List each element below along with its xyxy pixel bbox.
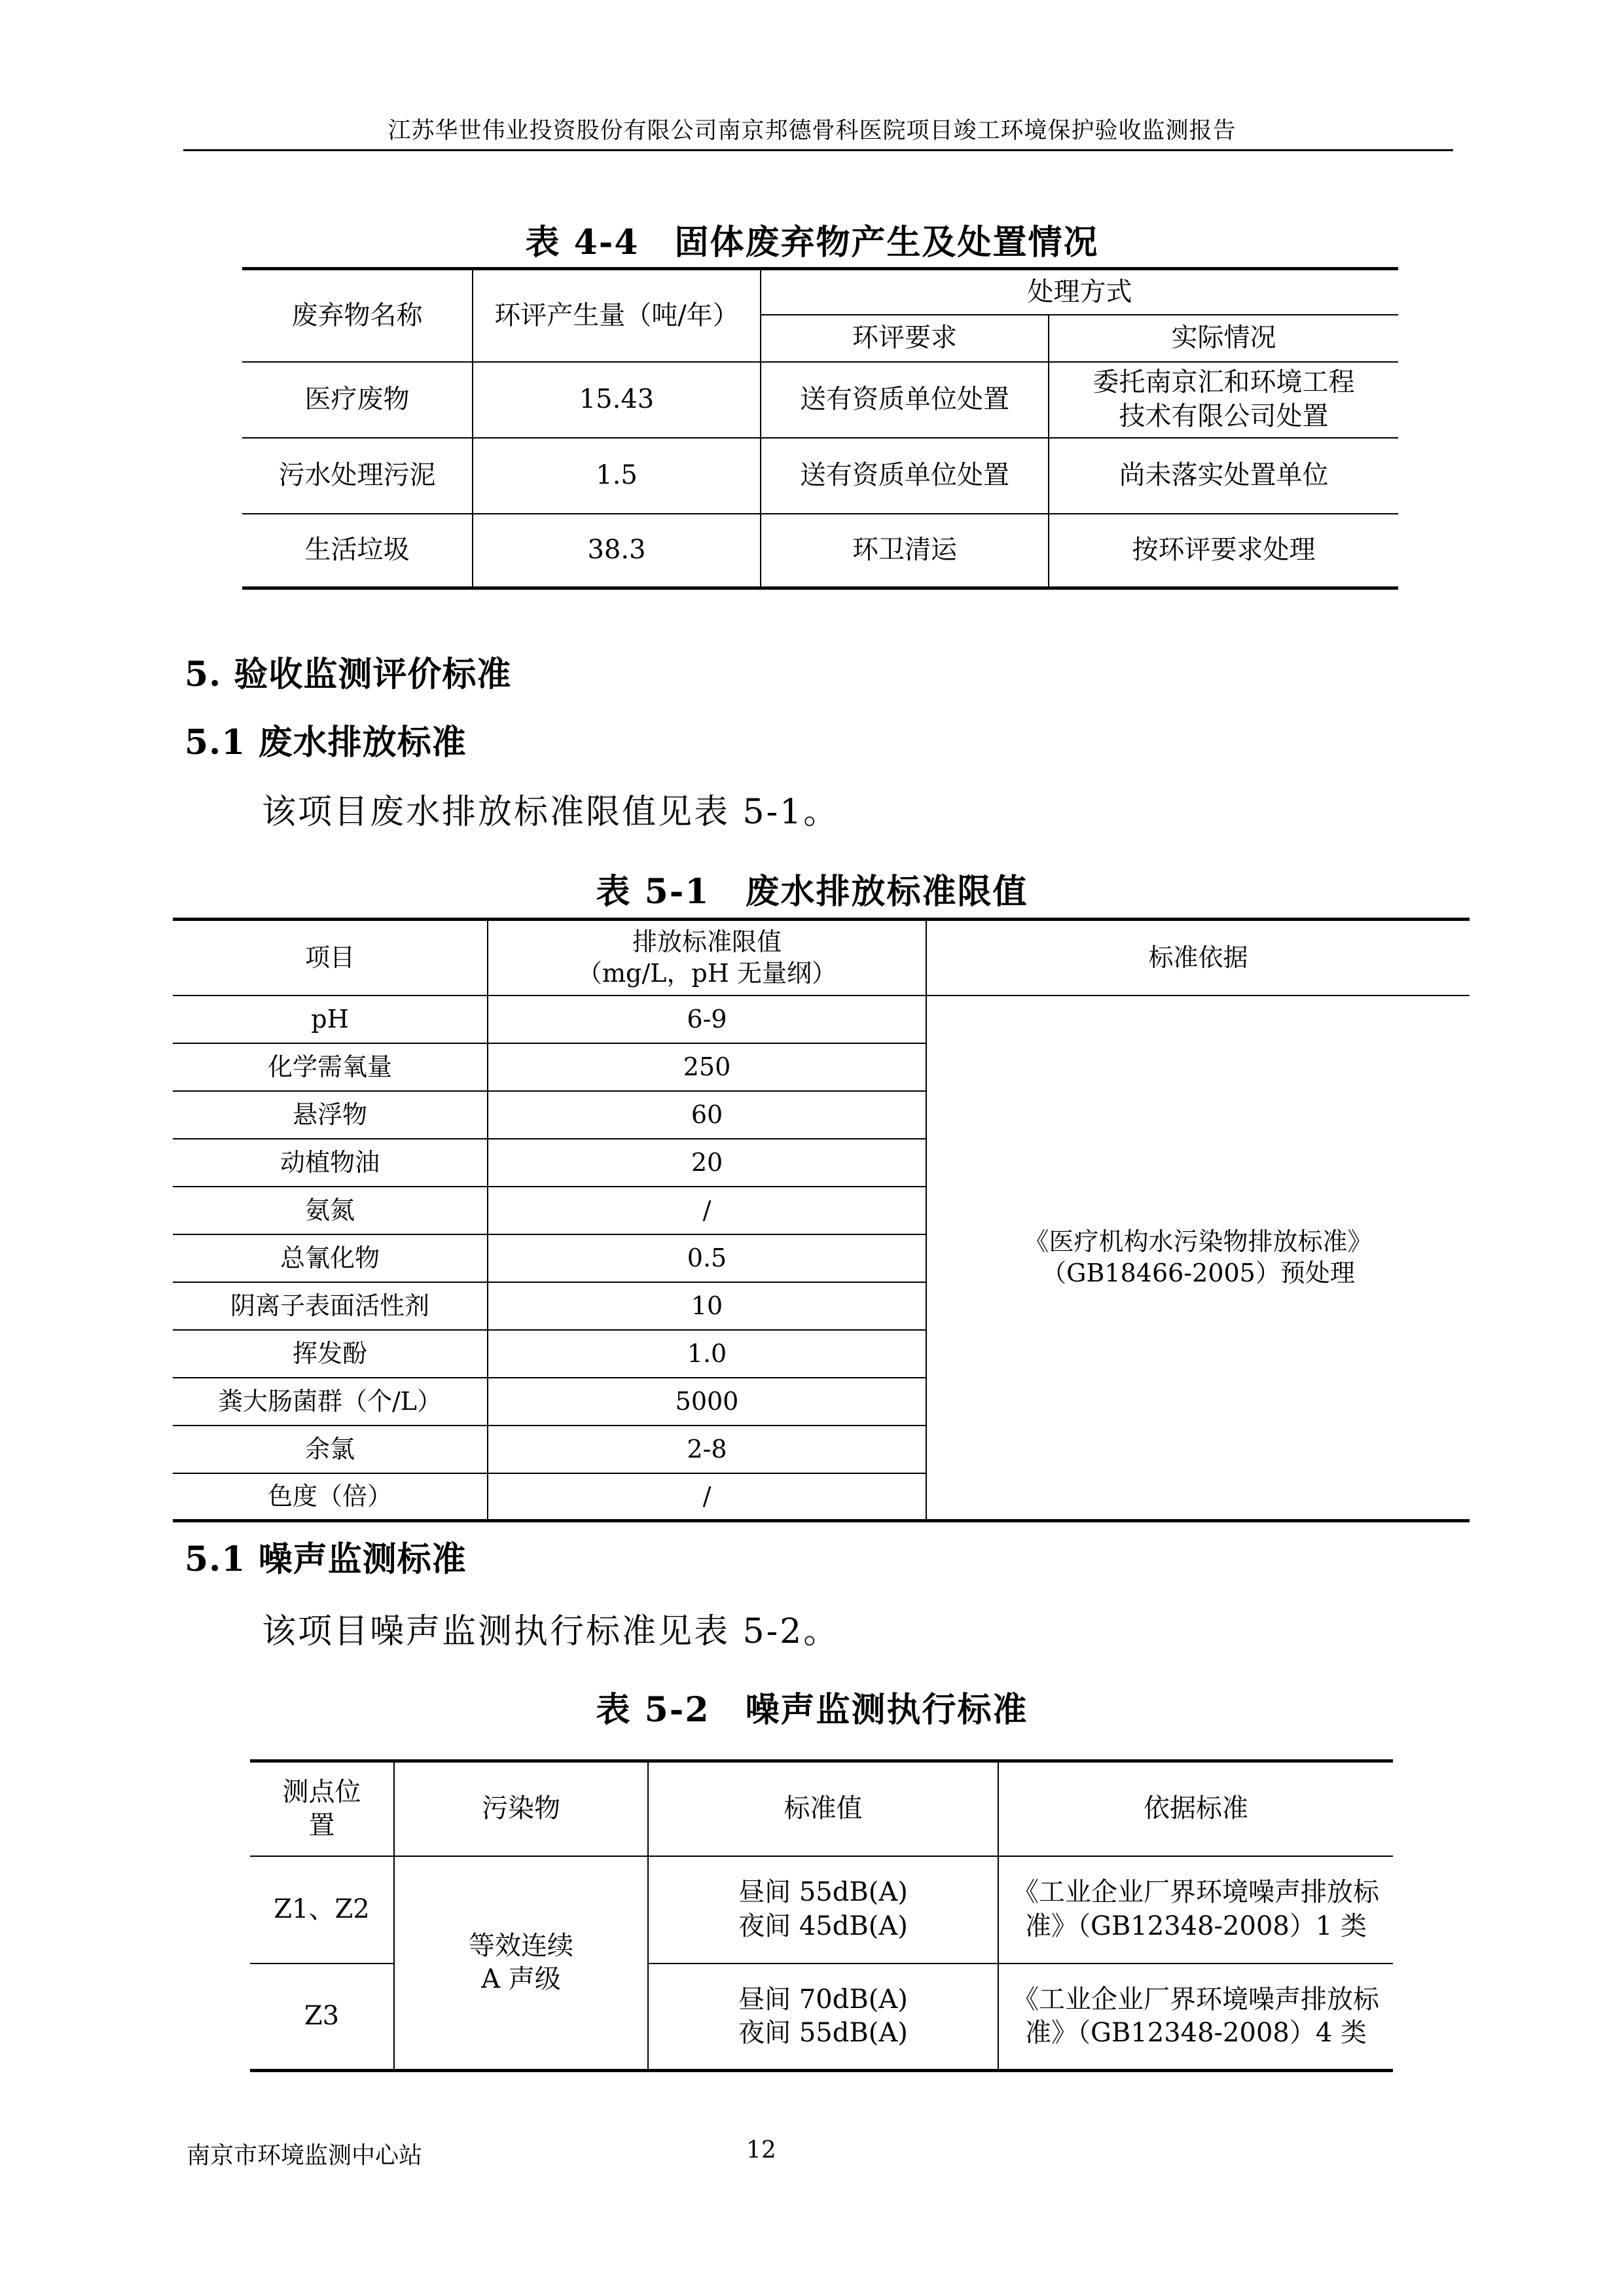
- cell-basis: [926, 996, 1470, 1521]
- cell-requirement: 送有资质单位处置: [761, 362, 1049, 438]
- header-divider: [183, 149, 1453, 151]
- header-limit: [488, 920, 926, 996]
- cell-actual: 尚未落实处置单位: [1049, 438, 1398, 514]
- header-treatment-method: 处理方式: [761, 269, 1398, 315]
- cell-item: 悬浮物: [173, 1091, 488, 1139]
- cell-waste-name: 生活垃圾: [242, 514, 473, 588]
- table-4-4-caption: 表 4-4 固体废弃物产生及处置情况: [525, 223, 1099, 262]
- cell-limit: 60: [488, 1091, 926, 1139]
- table-5-1-caption: 表 5-1 废水排放标准限值: [596, 872, 1028, 912]
- cell-limit: 20: [488, 1139, 926, 1187]
- cell-point: Z3: [250, 1964, 394, 2071]
- cell-night-value: 夜间 45dB(A): [738, 1910, 908, 1941]
- header-eia-amount: 环评产生量（吨/年）: [473, 269, 761, 362]
- cell-night-value: 夜间 55dB(A): [738, 2017, 908, 2048]
- cell-amount: 38.3: [473, 514, 761, 588]
- cell-basis-line2: 准》（GB12348-2008）4 类: [1024, 2017, 1367, 2048]
- cell-actual: [1049, 362, 1398, 438]
- cell-item: 色度（倍）: [173, 1473, 488, 1521]
- cell-waste-name: 污水处理污泥: [242, 438, 473, 514]
- header-point: [250, 1761, 394, 1856]
- cell-day-value: 昼间 55dB(A): [738, 1877, 908, 1908]
- header-pollutant: 污染物: [394, 1761, 648, 1856]
- header-basis: 依据标准: [998, 1761, 1393, 1856]
- cell-day-value: 昼间 70dB(A): [738, 1984, 908, 2015]
- section-5-1-paragraph: 该项目废水排放标准限值见表 5-1。: [262, 793, 840, 832]
- table-row: [250, 1856, 1393, 1964]
- section-noise-heading: 5.1 噪声监测标准: [185, 1539, 467, 1579]
- header-point-line1: 测点位: [282, 1776, 361, 1807]
- header-basis: 标准依据: [926, 920, 1470, 996]
- cell-item: 化学需氧量: [173, 1043, 488, 1091]
- header-eia-requirement: 环评要求: [761, 315, 1049, 362]
- page-header-title: 江苏华世伟业投资股份有限公司南京邦德骨科医院项目竣工环境保护验收监测报告: [388, 118, 1236, 144]
- cell-basis: [998, 1856, 1393, 1964]
- cell-amount: 1.5: [473, 438, 761, 514]
- cell-limit: 0.5: [488, 1234, 926, 1282]
- table-row: [242, 514, 1398, 588]
- footer-organization: 南京市环境监测中心站: [187, 2142, 423, 2169]
- section-noise-paragraph: 该项目噪声监测执行标准见表 5-2。: [262, 1612, 840, 1651]
- header-item: 项目: [173, 920, 488, 996]
- cell-item: 粪大肠菌群（个/L）: [173, 1378, 488, 1426]
- cell-item: 总氰化物: [173, 1234, 488, 1282]
- cell-item: 氨氮: [173, 1187, 488, 1234]
- section-5-1-heading: 5.1 废水排放标准: [185, 723, 467, 762]
- cell-amount: 15.43: [473, 362, 761, 438]
- cell-pollutant-line1: 等效连续: [469, 1930, 573, 1961]
- cell-limit: /: [488, 1473, 926, 1521]
- cell-standard-value: [648, 1856, 998, 1964]
- cell-pollutant: [394, 1856, 648, 2071]
- page-number: 12: [746, 2137, 776, 2164]
- cell-item: 余氯: [173, 1426, 488, 1473]
- cell-basis-line2: （GB18466-2005）预处理: [1041, 1259, 1355, 1288]
- cell-item: 挥发酚: [173, 1330, 488, 1378]
- table-row: [242, 362, 1398, 438]
- wastewater-limits-table: [173, 918, 1470, 1522]
- noise-standard-table: [250, 1759, 1393, 2072]
- cell-requirement: 环卫清运: [761, 514, 1049, 588]
- cell-basis-line1: 《工业企业厂界环境噪声排放标: [1013, 1984, 1379, 2015]
- table-5-2-caption: 表 5-2 噪声监测执行标准: [596, 1690, 1028, 1730]
- cell-actual-line2: 技术有限公司处置: [1119, 401, 1329, 431]
- cell-basis-line1: 《工业企业厂界环境噪声排放标: [1013, 1877, 1379, 1908]
- cell-limit: 5000: [488, 1378, 926, 1426]
- cell-item: pH: [173, 996, 488, 1043]
- cell-limit: /: [488, 1187, 926, 1234]
- cell-point: Z1、Z2: [250, 1856, 394, 1964]
- cell-actual: 按环评要求处理: [1049, 514, 1398, 588]
- cell-limit: 2-8: [488, 1426, 926, 1473]
- cell-pollutant-line2: A 声级: [481, 1964, 561, 1994]
- header-actual-situation: 实际情况: [1049, 315, 1398, 362]
- table-row: [173, 996, 1470, 1043]
- cell-item: 阴离子表面活性剂: [173, 1282, 488, 1330]
- cell-basis-line1: 《医疗机构水污染物排放标准》: [1024, 1227, 1373, 1256]
- header-limit-line2: （mg/L，pH 无量纲）: [577, 959, 837, 988]
- cell-limit: 6-9: [488, 996, 926, 1043]
- section-5-heading: 5. 验收监测评价标准: [185, 655, 512, 694]
- cell-standard-value: [648, 1964, 998, 2071]
- cell-limit: 250: [488, 1043, 926, 1091]
- cell-requirement: 送有资质单位处置: [761, 438, 1049, 514]
- header-point-line2: 置: [308, 1810, 335, 1840]
- solid-waste-table: [242, 267, 1398, 590]
- cell-basis-line2: 准》（GB12348-2008）1 类: [1024, 1910, 1367, 1941]
- cell-limit: 10: [488, 1282, 926, 1330]
- cell-item: 动植物油: [173, 1139, 488, 1187]
- table-row: [242, 438, 1398, 514]
- cell-limit: 1.0: [488, 1330, 926, 1378]
- cell-actual-line1: 委托南京汇和环境工程: [1092, 367, 1355, 398]
- cell-waste-name: 医疗废物: [242, 362, 473, 438]
- cell-basis: [998, 1964, 1393, 2071]
- header-standard-value: 标准值: [648, 1761, 998, 1856]
- header-limit-line1: 排放标准限值: [632, 927, 782, 956]
- header-waste-name: 废弃物名称: [242, 269, 473, 362]
